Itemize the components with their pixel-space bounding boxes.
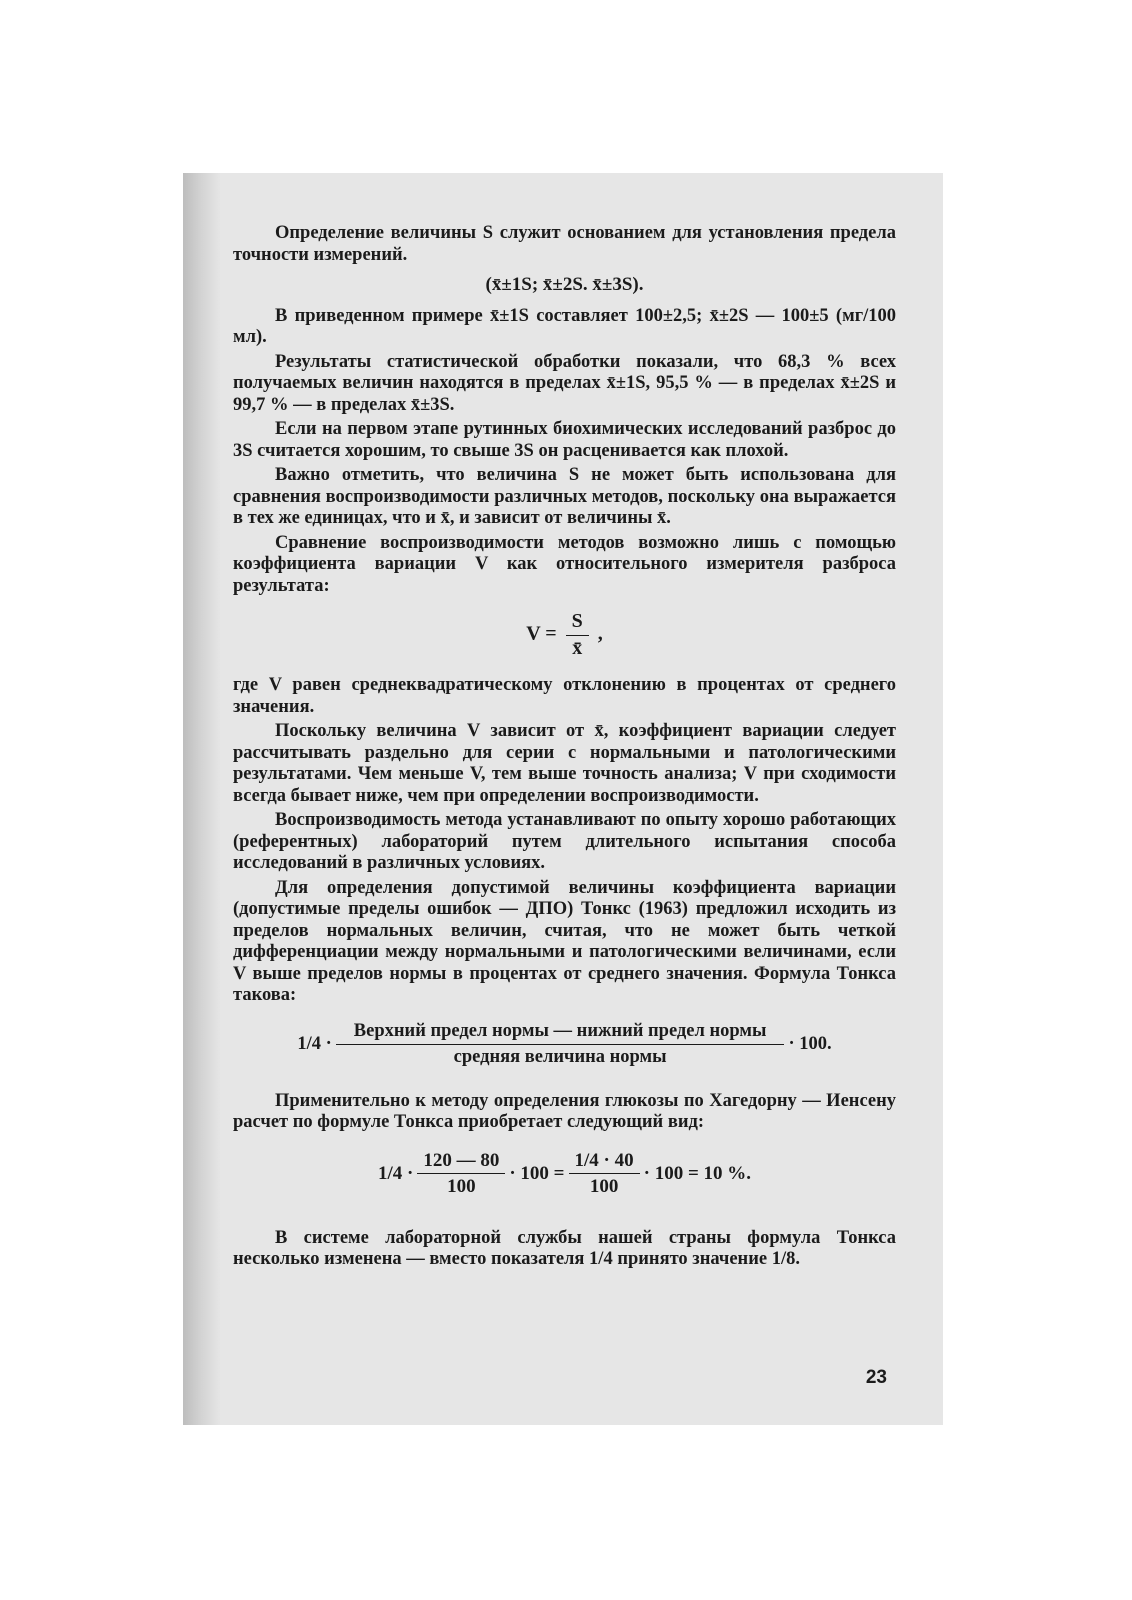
tonks-formula: [233, 1021, 896, 1069]
scanned-page: [183, 173, 943, 1425]
paragraph: Поскольку величина V зависит от x̄, коэффициент вариации следует рассчитывать раздельно для серии с нормальными и патологическими результатами. Чем меньше V, тем выше точность анализа; V при сходимости всегда бывает ниже, чем при определении воспроизводимости.: [233, 721, 896, 806]
numerator: 120 — 80: [417, 1150, 505, 1175]
variation-coefficient-formula: [233, 611, 896, 659]
fraction: [566, 611, 589, 659]
sigma-ranges-formula: (x̄±1S; x̄±2S. x̄±3S).: [485, 274, 644, 295]
formula-prefix: 1/4 ·: [377, 1162, 414, 1184]
formula-suffix: · 100.: [788, 1033, 832, 1054]
glucose-calculation-formula: [233, 1150, 896, 1198]
page-text: [233, 223, 896, 1274]
formula-prefix: 1/4 ·: [297, 1033, 332, 1054]
page-number: 23: [865, 1367, 887, 1388]
paragraph: Сравнение воспроизводимости методов возможно лишь с помощью коэффициента вариации V как относительного измерителя разброса результата:: [233, 532, 896, 596]
paragraph: где V равен среднеквадратическому отклонению в процентах от среднего значения.: [233, 675, 896, 717]
paragraph: В системе лабораторной службы нашей страны формула Тонкса несколько изменена — вместо показателя 1/4 принято значение 1/8.: [233, 1227, 896, 1269]
denominator: 100: [589, 1176, 619, 1197]
formula-lhs: V =: [526, 622, 557, 645]
paragraph: Результаты статистической обработки показали, что 68,3 % всех получаемых величин находятся в пределах x̄±1S, 95,5 % — в пределах x̄±2S и 99,7 % — в пределах x̄±3S.: [233, 351, 896, 415]
denominator: x̄: [572, 636, 583, 659]
formula-middle: · 100 =: [509, 1162, 565, 1184]
numerator: Верхний предел нормы — нижний предел нормы: [336, 1021, 785, 1046]
paragraph: Важно отметить, что величина S не может быть использована для сравнения воспроизводимости различных методов, поскольку она выражается в тех же единицах, что и x̄, и зависит от величины x̄.: [233, 465, 896, 528]
denominator: 100: [447, 1176, 476, 1197]
fraction: [417, 1150, 505, 1198]
page-edge-shadow: [183, 173, 221, 1425]
fraction: [336, 1021, 785, 1069]
numerator: 1/4 · 40: [569, 1150, 640, 1175]
paragraph: Определение величины S служит основанием для установления предела точности измерений.: [233, 223, 896, 265]
formula-tail: ,: [597, 622, 603, 645]
paragraph: Если на первом этапе рутинных биохимических исследований разброс до 3S считается хорошим, то свыше 3S он расценивается как плохой.: [233, 419, 896, 461]
paragraph: В приведенном примере x̄±1S составляет 100±2,5; x̄±2S — 100±5 (мг/100 мл).: [233, 305, 896, 347]
paragraph: Для определения допустимой величины коэффициента вариации (допустимые пределы ошибок — ДПО) Тонкс (1963) предложил исходить из пределов нормальных величин, считая, что не может быть четкой дифференциации между нормальными и патологическими величинами, если V выше пределов нормы в процентах от среднего значения. Формула Тонкса такова:: [233, 877, 896, 1005]
numerator: S: [566, 611, 589, 636]
paragraph: Применительно к методу определения глюкозы по Хагедорну — Иенсену расчет по формуле Тонкса приобретает следующий вид:: [233, 1090, 896, 1132]
denominator: средняя величина нормы: [453, 1047, 667, 1067]
paragraph: Воспроизводимость метода устанавливают по опыту хорошо работающих (референтных) лабораторий путем длительного испытания способа исследований в различных условиях.: [233, 810, 896, 873]
formula-suffix: · 100 = 10 %.: [643, 1162, 752, 1184]
fraction: [569, 1150, 640, 1198]
